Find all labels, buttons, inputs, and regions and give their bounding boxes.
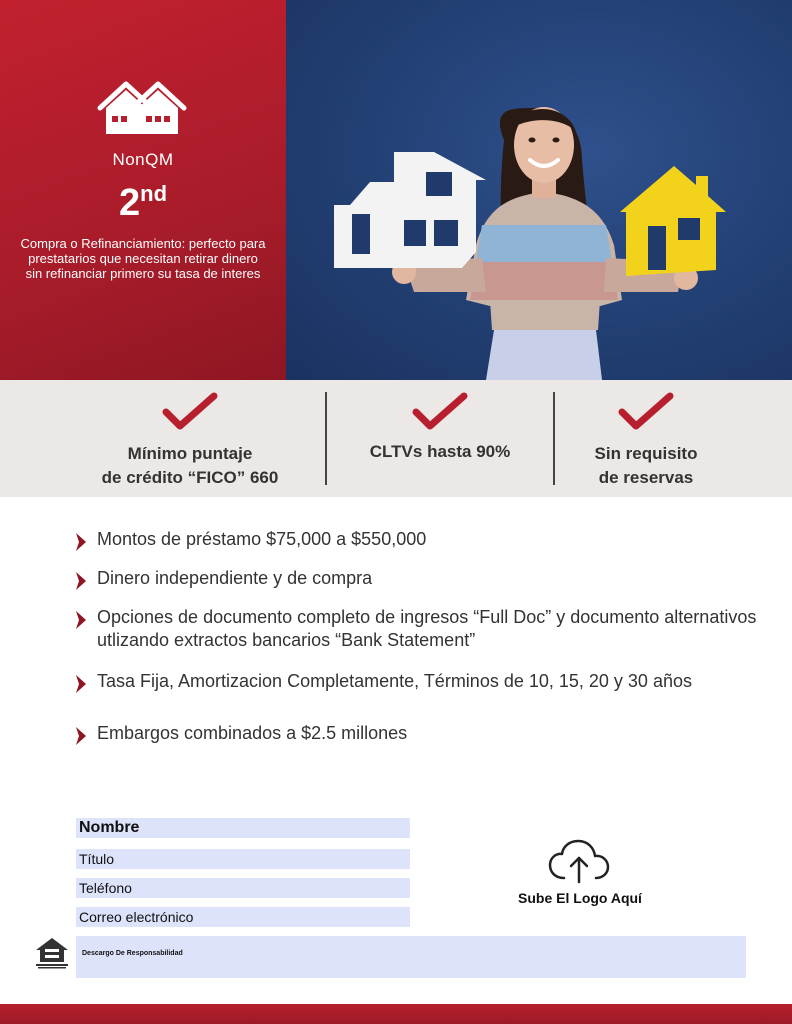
hero-section [0,0,792,380]
arrow-bullet-icon [75,674,87,694]
feature-label: Sin requisito de reservas [594,444,698,487]
email-field[interactable]: Correo electrónico [76,907,410,927]
features-band [0,380,792,497]
brand-name: NonQM [112,150,174,169]
feature-cltv [330,380,550,497]
checkmark-icon [618,392,674,432]
feature-divider [325,392,327,485]
checkmark-icon [162,392,218,432]
title-field[interactable]: Título [76,849,410,869]
phone-field[interactable]: Teléfono [76,878,410,898]
hero-photo [286,0,792,380]
arrow-bullet-icon [75,571,87,591]
person-pants [486,330,602,380]
list-item-text: Embargos combinados a $2.5 millones [97,723,408,743]
disclaimer-field[interactable] [76,936,746,978]
feature-label: CLTVs hasta 90% [369,442,511,461]
feature-reserves [556,380,736,497]
list-item-text: Dinero independiente y de compra [97,568,373,588]
hero-description: Compra o Refinanciamiento: perfecto para prestatarios que necesitan retirar dinero sin refinanciar primero su tasa de interes [20,236,266,281]
product-suffix: nd [140,181,168,206]
equal-housing-opportunity-icon [34,936,70,970]
feature-credit-score [60,380,320,497]
disclaimer-label: Descargo De Responsabilidad [82,950,183,957]
arrow-bullet-icon [75,726,87,746]
houses-logo-icon [96,78,188,138]
product-number: 2 [118,182,141,224]
feature-label: Mínimo puntaje de crédito “FICO” 660 [101,444,279,487]
list-item-text: Montos de préstamo $75,000 a $550,000 [97,529,427,549]
hero-brand-panel [0,0,286,380]
checkmark-icon [412,392,468,432]
cloud-upload-icon[interactable] [546,838,612,886]
list-item-text: Tasa Fija, Amortizacion Completamente, Términos de 10, 15, 20 y 30 años [97,671,692,691]
product-title [0,172,286,225]
footer-bar [0,1004,792,1024]
feature-divider [553,392,555,485]
name-field[interactable]: Nombre [76,818,410,838]
arrow-bullet-icon [75,610,87,630]
upload-logo-label[interactable]: Sube El Logo Aquí [518,890,642,906]
arrow-bullet-icon [75,532,87,552]
yellow-house-cutout [620,166,726,276]
white-house-cutout [334,152,486,268]
list-item-text: Opciones de documento completo de ingresos “Full Doc” y documento alternativos utlizando extractos bancarios “Bank Statement” [97,607,757,650]
